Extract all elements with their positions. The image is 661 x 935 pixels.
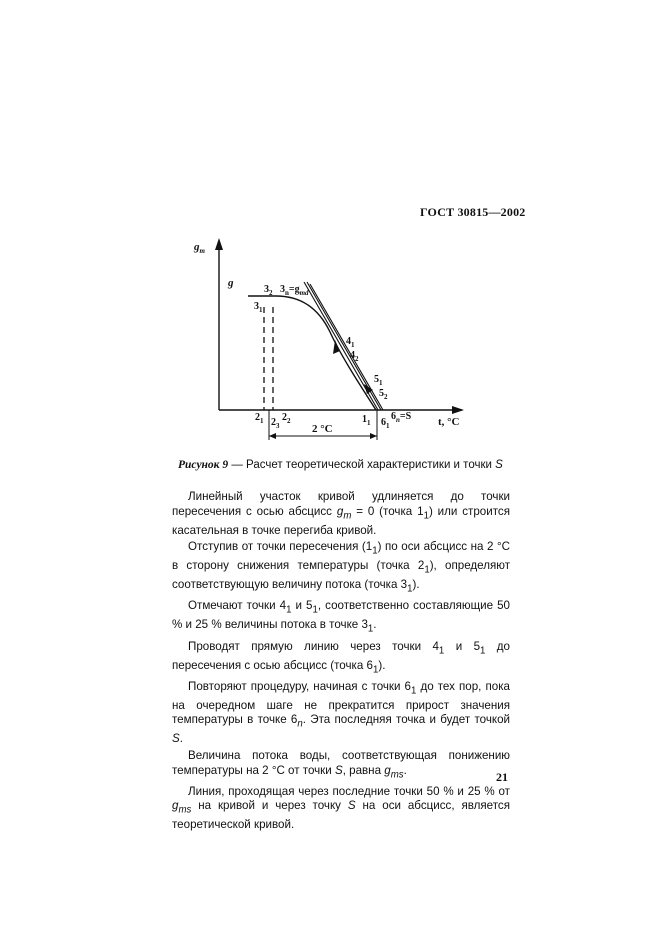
caption-text: Расчет теоретической характеристики и точки <box>246 459 496 471</box>
delta-label: 2 °C <box>312 423 333 435</box>
figure-9-diagram <box>190 232 480 442</box>
paragraph-5: Повторяют процедуру, начиная с точки $6_1$ до тех пор, пока на очередном шаге не прекратится прирост значения температуры в точке $6_n$. Эта последняя точка и будет точкой S. <box>172 679 511 746</box>
label-4-2: $4_2$ <box>350 350 359 363</box>
curve-label: g <box>228 277 234 289</box>
x-axis-label: t, °C <box>438 416 460 428</box>
paragraph-3: Отмечают точки $4_1$ и $5_1$, соответственно составляющие 50 % и 25 % величины потока в точке $3_1$. <box>172 599 510 635</box>
paragraph-7: Линия, проходящая через последние точки 50 % и 25 % от $g_{ms}$ на кривой и через точку S на оси абсцисс, является теоретической кривой. <box>172 784 510 832</box>
tangent-line-3 <box>310 284 383 410</box>
label-2-1: $2_1$ <box>255 412 264 425</box>
label-2-3: $2_3$ <box>271 417 280 430</box>
caption-dash: — <box>228 459 247 471</box>
dimension-arrow-right-icon <box>370 433 377 439</box>
standard-code: ГОСТ 30815—2002 <box>420 205 526 219</box>
label-3-1: $3_1$ <box>254 301 263 314</box>
x-axis-arrow-icon <box>452 406 464 414</box>
label-6-n: $6_n=S$ <box>391 411 412 424</box>
paragraph-4: Проводят прямую линию через точки $4_1$ и $5_1$ до пересечения с осью абсцисс (точка $6_1$). <box>172 639 510 675</box>
paragraph-2: Отступив от точки пересечения $(1_1)$ по оси абсцисс на 2 °С в сторону снижения температуры (точка $2_1$), определяют соответствующую величину потока (точка $3_1$). <box>172 540 511 595</box>
label-4-1: $4_1$ <box>346 336 355 349</box>
figure-caption <box>178 459 503 471</box>
body-text <box>172 490 510 835</box>
label-5-2: $5_2$ <box>379 388 388 401</box>
label-5-1: $5_1$ <box>374 374 383 387</box>
label-2-2: $2_2$ <box>282 412 291 425</box>
label-3-n: $3_n=g_{md}$ <box>280 284 309 297</box>
label-6-1: $6_1$ <box>381 417 390 430</box>
caption-symbol: S <box>495 459 503 471</box>
caption-lead: Рисунок 9 <box>178 459 229 471</box>
paragraph-6: Величина потока воды, соответствующая понижению температуры на 2 °С от точки S, равна $g_{ms}$. <box>172 748 510 780</box>
y-axis-label: $g_m$ <box>194 241 205 255</box>
dimension-arrow-left-icon <box>269 433 276 439</box>
label-1-1: $1_1$ <box>362 414 371 427</box>
page-number: 21 <box>496 770 508 784</box>
characteristic-curve <box>248 296 376 410</box>
paragraph-1: Линейный участок кривой удлиняется до точки пересечения с осью абсцисс $g_m = 0$ (точка $1_1$) или строится касательная в точке перегиба кривой. <box>172 490 510 537</box>
label-3-2: $3_2$ <box>264 284 273 297</box>
y-axis-arrow-icon <box>215 238 223 250</box>
